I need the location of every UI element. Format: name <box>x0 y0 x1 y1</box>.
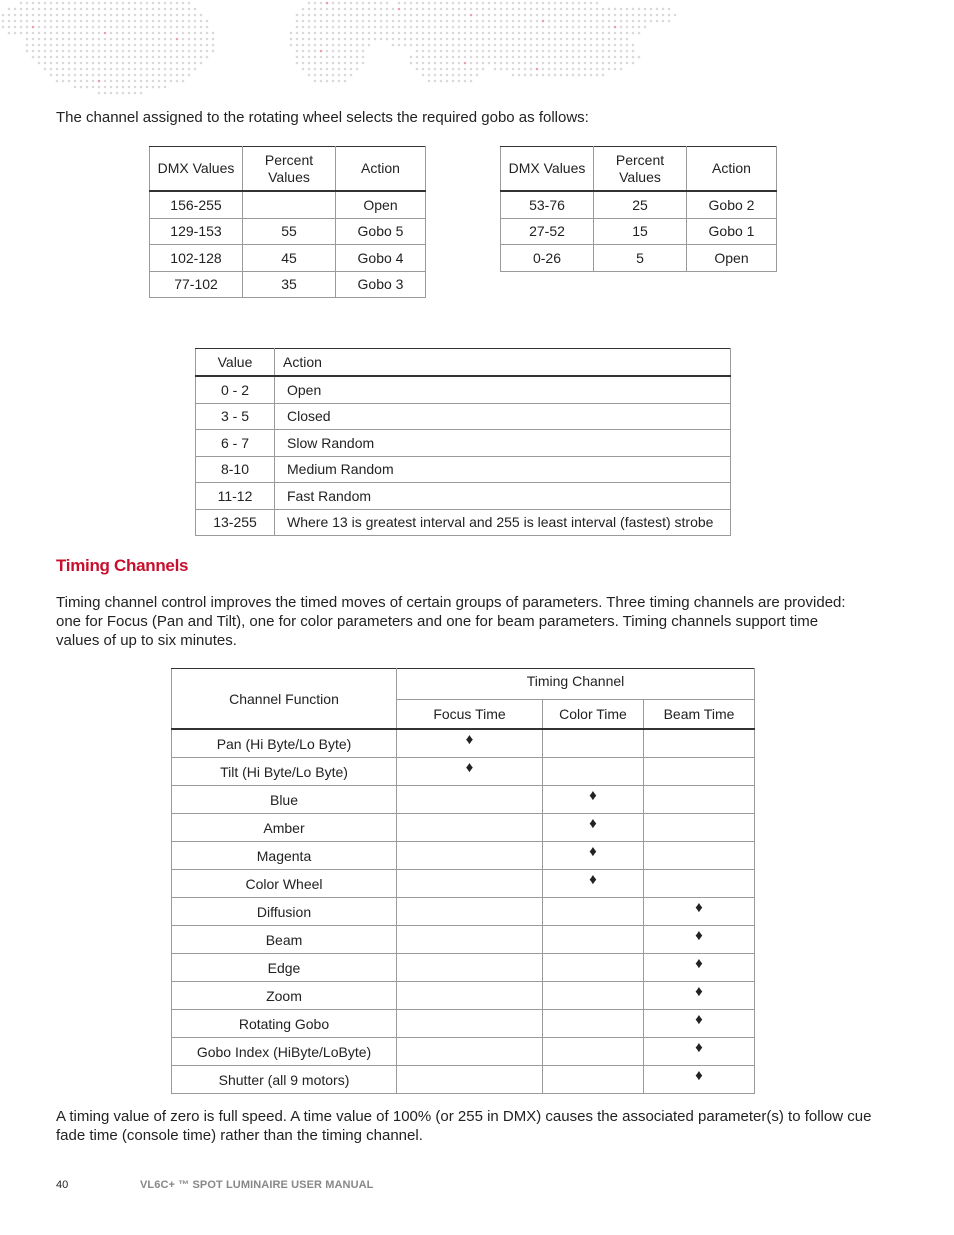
header-value: Value <box>196 349 275 377</box>
cell-channel-function: Magenta <box>172 842 397 870</box>
cell-timing-color <box>543 870 644 898</box>
cell-channel-function: Shutter (all 9 motors) <box>172 1066 397 1094</box>
strobe-table-header-row <box>196 349 731 377</box>
cell-dmx-value: 53-76 <box>501 191 594 218</box>
cell-timing-beam <box>644 954 755 982</box>
cell-dmx-value: 102-128 <box>150 245 243 272</box>
cell-channel-function: Edge <box>172 954 397 982</box>
cell-timing-color <box>543 758 644 786</box>
cell-action: Open <box>336 191 426 218</box>
header-focus-time: Focus Time <box>397 700 543 730</box>
cell-dmx-value: 27-52 <box>501 218 594 245</box>
cell-timing-focus <box>397 814 543 842</box>
header-action: Action <box>275 349 731 377</box>
cell-value: 6 - 7 <box>196 430 275 457</box>
table-row <box>150 218 426 245</box>
cell-timing-beam <box>644 982 755 1010</box>
cell-timing-focus <box>397 786 543 814</box>
table-row <box>150 271 426 298</box>
table-row <box>196 456 731 483</box>
cell-action: Gobo 1 <box>687 218 777 245</box>
table-row <box>501 191 777 218</box>
cell-timing-beam <box>644 842 755 870</box>
cell-action: Where 13 is greatest interval and 255 is least interval (fastest) strobe <box>275 509 731 536</box>
cell-dmx-value: 156-255 <box>150 191 243 218</box>
table-row <box>172 758 755 786</box>
diamond-marker-icon: ♦ <box>695 926 703 944</box>
cell-channel-function: Gobo Index (HiByte/LoByte) <box>172 1038 397 1066</box>
table-row <box>172 926 755 954</box>
cell-value: 13-255 <box>196 509 275 536</box>
cell-timing-beam <box>644 1066 755 1094</box>
cell-timing-focus <box>397 898 543 926</box>
cell-action: Closed <box>275 403 731 430</box>
diamond-marker-icon: ♦ <box>589 786 597 804</box>
diamond-marker-icon: ♦ <box>465 730 474 748</box>
header-color-time: Color Time <box>543 700 644 730</box>
header-action: Action <box>336 147 426 192</box>
diamond-marker-icon: ♦ <box>589 814 597 832</box>
table-row <box>196 483 731 510</box>
cell-timing-beam <box>644 729 755 758</box>
header-percent-values: Percent Values <box>594 147 687 192</box>
cell-action: Gobo 3 <box>336 271 426 298</box>
table-row <box>172 814 755 842</box>
timing-paragraph: Timing channel control improves the timed moves of certain groups of parameters. Three timing channels are provided: one for Focus (Pan and Tilt), one for color parameters and one for beam parameters. Timing channels support time values of up to six minutes. <box>56 594 846 649</box>
cell-value: 8-10 <box>196 456 275 483</box>
cell-timing-focus <box>397 1010 543 1038</box>
cell-value: 0 - 2 <box>196 376 275 403</box>
diamond-marker-icon: ♦ <box>695 1066 703 1084</box>
table-row <box>172 982 755 1010</box>
shutter-strobe-table <box>195 348 731 536</box>
cell-timing-color <box>543 842 644 870</box>
closing-paragraph: A timing value of zero is full speed. A time value of 100% (or 255 in DMX) causes the associated parameter(s) to follow cue fade time (console time) rather than the timing channel. <box>56 1108 872 1144</box>
table-row <box>172 842 755 870</box>
cell-timing-color <box>543 898 644 926</box>
diamond-marker-icon: ♦ <box>695 898 703 916</box>
cell-percent-value: 15 <box>594 218 687 245</box>
table-row <box>172 729 755 758</box>
cell-timing-beam <box>644 926 755 954</box>
table-row <box>172 1038 755 1066</box>
gobo-table-header-row <box>501 147 777 192</box>
cell-percent-value: 5 <box>594 245 687 272</box>
cell-timing-focus <box>397 729 543 758</box>
cell-channel-function: Color Wheel <box>172 870 397 898</box>
cell-action: Open <box>275 376 731 403</box>
cell-action: Medium Random <box>275 456 731 483</box>
cell-percent-value: 35 <box>243 271 336 298</box>
gobo-table-right <box>500 146 777 272</box>
cell-percent-value: 55 <box>243 218 336 245</box>
cell-action: Slow Random <box>275 430 731 457</box>
table-row <box>196 376 731 403</box>
cell-channel-function: Amber <box>172 814 397 842</box>
cell-channel-function: Beam <box>172 926 397 954</box>
world-map-dot-pattern <box>0 0 700 110</box>
cell-timing-focus <box>397 926 543 954</box>
table-row <box>172 870 755 898</box>
manual-title: VL6C+ ™ SPOT LUMINAIRE USER MANUAL <box>140 1179 374 1191</box>
cell-timing-beam <box>644 898 755 926</box>
header-percent-values: Percent Values <box>243 147 336 192</box>
cell-timing-color <box>543 982 644 1010</box>
diamond-marker-icon: ♦ <box>695 954 703 972</box>
table-row <box>196 430 731 457</box>
cell-percent-value: 25 <box>594 191 687 218</box>
cell-timing-beam <box>644 786 755 814</box>
cell-dmx-value: 77-102 <box>150 271 243 298</box>
gobo-table-header-row <box>150 147 426 192</box>
cell-value: 11-12 <box>196 483 275 510</box>
cell-timing-focus <box>397 758 543 786</box>
cell-value: 3 - 5 <box>196 403 275 430</box>
cell-timing-beam <box>644 1010 755 1038</box>
cell-timing-focus <box>397 982 543 1010</box>
table-row <box>172 898 755 926</box>
cell-timing-beam <box>644 758 755 786</box>
table-row <box>150 245 426 272</box>
diamond-marker-icon: ♦ <box>695 1010 703 1028</box>
cell-timing-focus <box>397 1066 543 1094</box>
cell-channel-function: Diffusion <box>172 898 397 926</box>
cell-timing-color <box>543 814 644 842</box>
cell-timing-color <box>543 1066 644 1094</box>
diamond-marker-icon: ♦ <box>695 1038 703 1056</box>
cell-timing-color <box>543 786 644 814</box>
cell-timing-beam <box>644 870 755 898</box>
table-row <box>501 245 777 272</box>
cell-channel-function: Rotating Gobo <box>172 1010 397 1038</box>
diamond-marker-icon: ♦ <box>589 870 597 888</box>
table-row <box>172 954 755 982</box>
cell-timing-focus <box>397 842 543 870</box>
cell-timing-color <box>543 1038 644 1066</box>
cell-dmx-value: 129-153 <box>150 218 243 245</box>
table-row <box>172 786 755 814</box>
cell-channel-function: Blue <box>172 786 397 814</box>
cell-timing-color <box>543 954 644 982</box>
cell-timing-focus <box>397 1038 543 1066</box>
cell-timing-beam <box>644 814 755 842</box>
table-row <box>501 218 777 245</box>
cell-action: Gobo 4 <box>336 245 426 272</box>
page-number: 40 <box>56 1179 69 1191</box>
cell-percent-value <box>243 191 336 218</box>
gobo-table-left <box>149 146 426 298</box>
diamond-marker-icon: ♦ <box>465 758 474 776</box>
header-dmx-values: DMX Values <box>150 147 243 192</box>
cell-channel-function: Zoom <box>172 982 397 1010</box>
header-beam-time: Beam Time <box>644 700 755 730</box>
diamond-marker-icon: ♦ <box>695 982 703 1000</box>
table-row <box>196 509 731 536</box>
intro-paragraph: The channel assigned to the rotating wheel selects the required gobo as follows: <box>56 109 589 126</box>
cell-action: Open <box>687 245 777 272</box>
table-row <box>172 1066 755 1094</box>
table-row <box>172 1010 755 1038</box>
cell-action: Gobo 5 <box>336 218 426 245</box>
cell-timing-color <box>543 729 644 758</box>
section-title-timing-channels: Timing Channels <box>56 556 189 575</box>
cell-timing-beam <box>644 1038 755 1066</box>
header-timing-channel: Timing Channel <box>397 669 755 700</box>
cell-timing-focus <box>397 870 543 898</box>
header-channel-function: Channel Function <box>172 669 397 730</box>
cell-action: Fast Random <box>275 483 731 510</box>
diamond-marker-icon: ♦ <box>589 842 597 860</box>
cell-channel-function: Tilt (Hi Byte/Lo Byte) <box>172 758 397 786</box>
cell-percent-value: 45 <box>243 245 336 272</box>
cell-timing-focus <box>397 954 543 982</box>
cell-timing-color <box>543 1010 644 1038</box>
timing-table-header-row <box>172 669 755 700</box>
header-dmx-values: DMX Values <box>501 147 594 192</box>
cell-channel-function: Pan (Hi Byte/Lo Byte) <box>172 729 397 758</box>
table-row <box>196 403 731 430</box>
table-row <box>150 191 426 218</box>
cell-dmx-value: 0-26 <box>501 245 594 272</box>
cell-action: Gobo 2 <box>687 191 777 218</box>
timing-channel-table <box>171 668 755 1094</box>
header-action: Action <box>687 147 777 192</box>
cell-timing-color <box>543 926 644 954</box>
